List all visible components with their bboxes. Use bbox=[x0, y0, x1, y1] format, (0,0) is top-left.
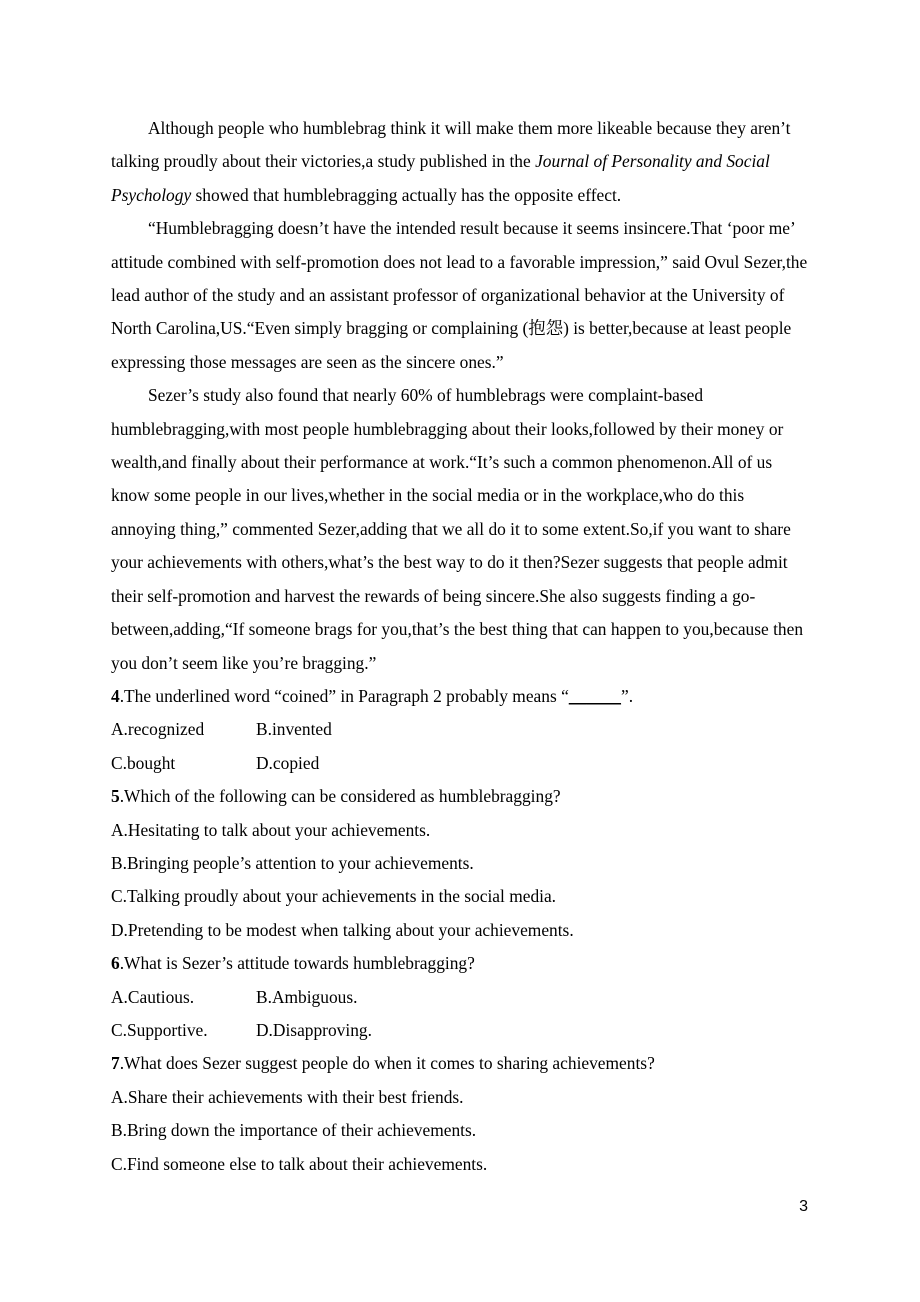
question-7 bbox=[111, 1047, 811, 1080]
question-6-options-row-2 bbox=[111, 1014, 811, 1047]
question-7-option-a: A.Share their achievements with their best friends. bbox=[111, 1086, 464, 1107]
paragraph-1-text-a: Although people who humblebrag think it will make them more likeable because they aren’t talking proudly about their victories,a study published in the bbox=[111, 118, 791, 172]
question-5-option-d: D.Pretending to be modest when talking about your achievements. bbox=[111, 919, 574, 940]
question-4-options-row-1 bbox=[111, 713, 811, 746]
paragraph-1 bbox=[111, 112, 811, 212]
paragraph-3: Sezer’s study also found that nearly 60% of humblebrags were complaint-based humblebragging,with most people humblebragging about their looks,followed by their money or wealth,and finally about their performance at work.“It’s such a common phenomenon.All of us know some people in our lives,whether in the social media or in the workplace,who do this annoying thing,” commented Sezer,adding that we all do it to some extent.So,if you want to share your achievements with others,what’s the best way to do it then?Sezer suggests that people admit their self-promotion and harvest the rewards of being sincere.She also suggests finding a go-between,adding,“If someone brags for you,that’s the best thing that can happen to you,because then you don’t seem like you’re bragging.” bbox=[111, 385, 804, 673]
journal-title: Journal of Personality and Social Psychology bbox=[111, 151, 770, 205]
question-4-blank: ______ bbox=[568, 685, 621, 706]
paragraph-1-text-b: showed that humblebragging actually has the opposite effect. bbox=[191, 184, 622, 205]
question-4-option-c: C.bought bbox=[111, 752, 176, 773]
question-5-number: 5 bbox=[111, 786, 120, 807]
question-7-option-c: C.Find someone else to talk about their achievements. bbox=[111, 1153, 488, 1174]
question-4-option-a: A.recognized bbox=[111, 719, 205, 740]
question-6-option-b: B.Ambiguous. bbox=[256, 986, 358, 1007]
question-4-number: 4 bbox=[111, 685, 120, 706]
question-6 bbox=[111, 947, 811, 980]
question-6-text: .What is Sezer’s attitude towards humblebragging? bbox=[119, 953, 475, 974]
page-number: 3 bbox=[799, 1198, 808, 1215]
question-4-text-b: ”. bbox=[620, 685, 634, 706]
question-6-option-c: C.Supportive. bbox=[111, 1019, 208, 1040]
question-4-option-d: D.copied bbox=[256, 752, 320, 773]
paragraph-2: “Humblebragging doesn’t have the intended result because it seems insincere.That ‘poor me’ attitude combined with self-promotion does not lead to a favorable impression,” said Ovul Sezer,the lead author of the study and an assistant professor of organizational behavior at the University of North Carolina,US.“Even simply bragging or complaining (抱怨) is better,because at least people expressing those messages are seen as the sincere ones.” bbox=[111, 218, 808, 372]
question-5 bbox=[111, 780, 811, 813]
question-4 bbox=[111, 680, 811, 713]
question-5-text: .Which of the following can be considered as humblebragging? bbox=[119, 786, 561, 807]
page-content bbox=[111, 112, 811, 1181]
question-7-text: .What does Sezer suggest people do when it comes to sharing achievements? bbox=[119, 1053, 655, 1074]
question-7-number: 7 bbox=[111, 1053, 120, 1074]
question-6-option-d: D.Disapproving. bbox=[256, 1019, 372, 1040]
question-4-options-row-2 bbox=[111, 747, 811, 780]
question-5-option-a: A.Hesitating to talk about your achievements. bbox=[111, 819, 431, 840]
question-4-option-b: B.invented bbox=[256, 719, 332, 740]
question-6-number: 6 bbox=[111, 953, 120, 974]
question-6-option-a: A.Cautious. bbox=[111, 986, 195, 1007]
question-7-option-b: B.Bring down the importance of their achievements. bbox=[111, 1120, 477, 1141]
question-5-option-b: B.Bringing people’s attention to your achievements. bbox=[111, 852, 474, 873]
question-4-text-a: .The underlined word “coined” in Paragraph 2 probably means “ bbox=[119, 685, 569, 706]
question-6-options-row-1 bbox=[111, 981, 811, 1014]
question-5-option-c: C.Talking proudly about your achievements in the social media. bbox=[111, 886, 557, 907]
